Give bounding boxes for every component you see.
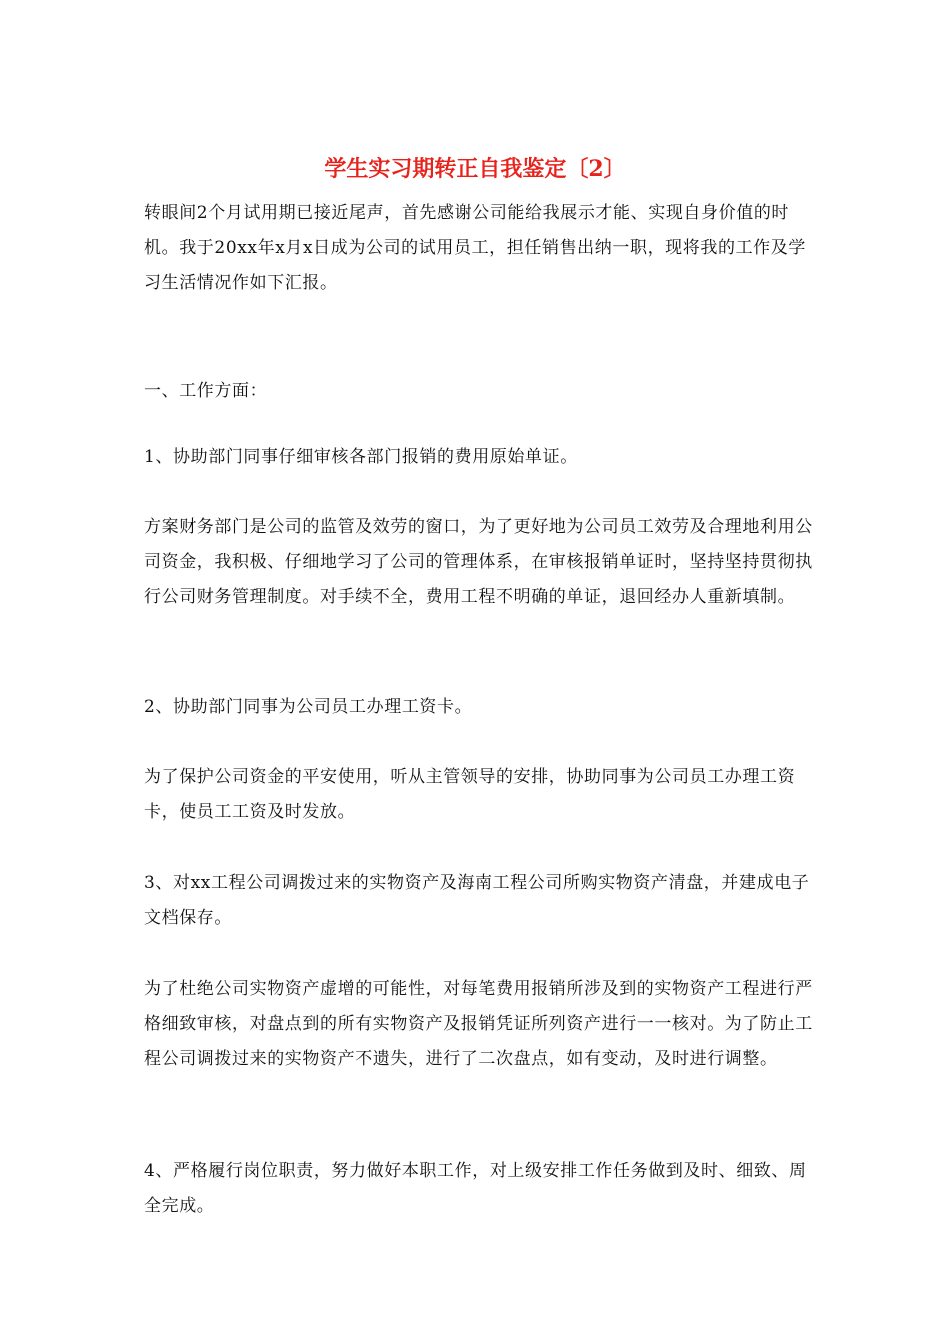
list-item-3: 3、对xx工程公司调拨过来的实物资产及海南工程公司所购实物资产清盘，并建成电子文档保存。 bbox=[144, 873, 810, 928]
document-title: 学生实习期转正自我鉴定〔2〕 bbox=[324, 156, 626, 182]
body-paragraph-3: 为了杜绝公司实物资产虚增的可能性，对每笔费用报销所涉及到的实物资产工程进行严格细致审核，对盘点到的所有实物资产及报销凭证所列资产进行一一核对。为了防止工程公司调拨过来的实物资产不遗失，进行了二次盘点，如有变动，及时进行调整。 bbox=[144, 979, 813, 1069]
list-item-4: 4、严格履行岗位职责，努力做好本职工作，对上级安排工作任务做到及时、细致、周全完成。 bbox=[144, 1161, 807, 1216]
list-item-2: 2、协助部门同事为公司员工办理工资卡。 bbox=[144, 697, 473, 717]
body-paragraph-1: 方案财务部门是公司的监管及效劳的窗口，为了更好地为公司员工效劳及合理地利用公司资金，我积极、仔细地学习了公司的管理体系，在审核报销单证时，坚持坚持贯彻执行公司财务管理制度。对手续不全，费用工程不明确的单证，退回经办人重新填制。 bbox=[144, 517, 813, 607]
intro-paragraph: 转眼间2个月试用期已接近尾声，首先感谢公司能给我展示才能、实现自身价值的时机。我于20xx年x月x日成为公司的试用员工，担任销售出纳一职，现将我的工作及学习生活情况作如下汇报。 bbox=[144, 203, 806, 293]
section-heading-work: 一、工作方面： bbox=[144, 381, 268, 401]
list-item-1: 1、协助部门同事仔细审核各部门报销的费用原始单证。 bbox=[144, 447, 578, 467]
body-paragraph-2: 为了保护公司资金的平安使用，听从主管领导的安排，协助同事为公司员工办理工资卡，使员工工资及时发放。 bbox=[144, 767, 796, 822]
